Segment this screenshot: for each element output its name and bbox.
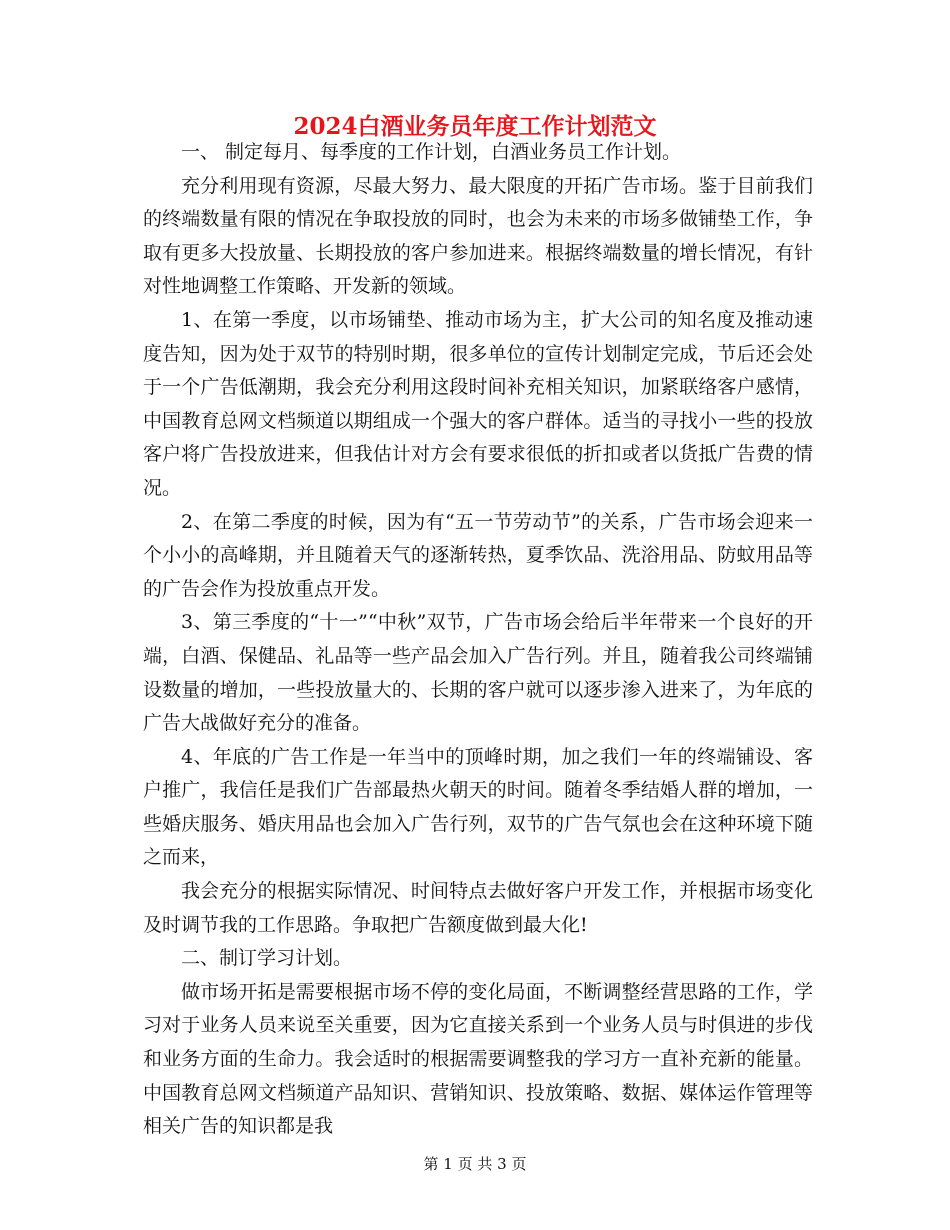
paragraph: 我会充分的根据实际情况、时间特点去做好客户开发工作，并根据市场变化及时调节我的工作思路。争取把广告额度做到最大化! [143,880,813,936]
paragraph: 一、 制定每月、每季度的工作计划，白酒业务员工作计划。 [181,141,682,163]
page-number-footer: 第 1 页 共 3 页 [423,1155,527,1173]
paragraph: 充分利用现有资源，尽最大努力、最大限度的开拓广告市场。鉴于目前我们的终端数量有限的情况在争取投放的同时，也会为未来的市场多做铺垫工作，争取有更多大投放量、长期投放的客户参加进来。根据终端数量的增长情况，有针对性地调整工作策略、开发新的领域。 [143,174,813,298]
paragraph: 做市场开拓是需要根据市场不停的变化局面，不断调整经营思路的工作，学习对于业务人员来说至关重要，因为它直接关系到一个业务人员与时俱进的步伐和业务方面的生命力。我会适时的根据需要调整我的学习方一直补充新的能量。中国教育总网文档频道产品知识、营销知识、投放策略、数据、媒体运作管理等相关广告的知识都是我 [143,980,813,1138]
paragraph: 2、在第二季度的时候，因为有“五一节劳动节”的关系，广告市场会迎来一个小小的高峰期，并且随着天气的逐渐转热，夏季饮品、洗浴用品、防蚊用品等的广告会作为投放重点开发。 [143,510,813,600]
document-title: 2024白酒业务员年度工作计划范文 [293,113,657,140]
document-body [143,136,813,1144]
paragraph: 4、年底的广告工作是一年当中的顶峰时期，加之我们一年的终端铺设、客户推广，我信任是我们广告部最热火朝天的时间。随着冬季结婚人群的增加，一些婚庆服务、婚庆用品也会加入广告行列，双节的广告气氛也会在这种环境下随之而来， [143,745,813,869]
paragraph: 3、第三季度的“十一”“中秋”双节，广告市场会给后半年带来一个良好的开端，白酒、保健品、礼品等一些产品会加入广告行列。并且，随着我公司终端铺设数量的增加，一些投放量大的、长期的客户就可以逐步渗入进来了，为年底的广告大战做好充分的准备。 [143,611,813,735]
paragraph: 二、制订学习计划。 [181,947,353,970]
paragraph: 1、在第一季度，以市场铺垫、推动市场为主，扩大公司的知名度及推动速度告知，因为处于双节的特别时期，很多单位的宣传计划制定完成，节后还会处于一个广告低潮期，我会充分利用这段时间补充相关知识，加紧联络客户感情，中国教育总网文档频道以期组成一个强大的客户群体。适当的寻找小一些的投放客户将广告投放进来，但我估计对方会有要求很低的折扣或者以货抵广告费的情况。 [143,308,813,499]
